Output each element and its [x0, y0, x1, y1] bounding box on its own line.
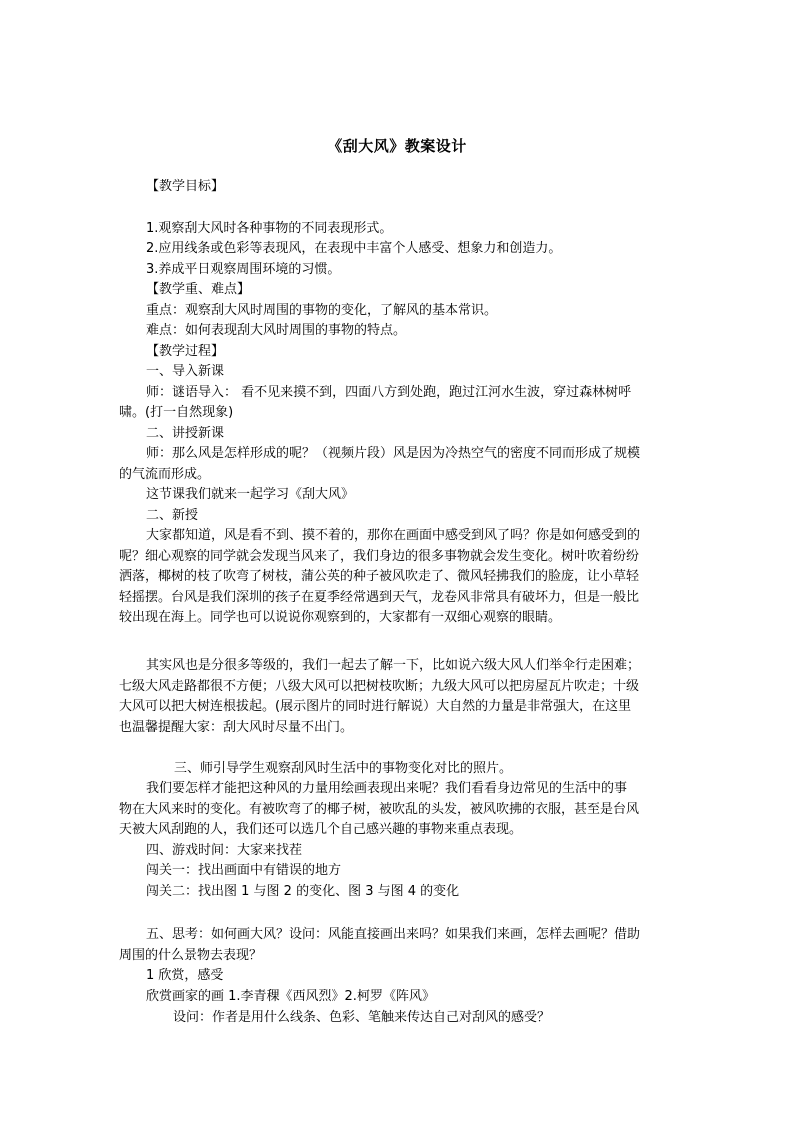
question-line: 设问：作者是用什么线条、色彩、笔触来传达自己对刮风的感受？ [173, 1010, 551, 1025]
objective-1: 1.观察刮大风时各种事物的不同表现形式。 [146, 221, 393, 236]
key-point: 重点：观察刮大风时周围的事物的变化，了解风的基本常识。 [146, 303, 498, 318]
paragraph-line: 其实风也是分很多等级的，我们一起去了解一下，比如说六级大风人们举伞行走困难； [146, 658, 641, 673]
paragraph-line: 洒落，椰树的枝了吹弯了树枝，蒲公英的种子被风吹走了、微风轻拂我们的脸庞，让小草轻 [119, 569, 640, 584]
section-heading-objectives: 【教学目标】 [146, 179, 225, 194]
paragraph-line: 天被大风刮跑的人，我们还可以选几个自己感兴趣的事物来重点表现。 [119, 822, 523, 837]
paragraph-line: 我们要怎样才能把这种风的力量用绘画表现出来呢？我们看看身边常见的生活中的事 [146, 781, 628, 796]
paragraph-line: 师：谜语导入： 看不见来摸不到，四面八方到处跑，跑过江河水生波，穿过森林树呼 [146, 385, 632, 400]
paragraph-line: 呢？细心观察的同学就会发现当风来了，我们身边的很多事物就会发生变化。树叶吹着纷纷 [119, 549, 640, 564]
paragraph-line: 师：那么风是怎样形成的呢？（视频片段）风是因为冷热空气的密度不同而形成了规模 [146, 446, 641, 461]
paragraph-line: 啸。(打一自然现象) [119, 405, 234, 420]
paragraph-line: 这节课我们就来一起学习《刮大风》 [146, 487, 355, 502]
document-title: 《刮大风》教案设计 [327, 137, 467, 155]
step-heading-game: 四、游戏时间：大家来找茬 [146, 843, 303, 858]
appreciate-heading: 1 欣赏，感受 [146, 968, 224, 983]
section-heading-key-points: 【教学重、难点】 [146, 282, 251, 297]
section-heading-process: 【教学过程】 [146, 344, 225, 359]
paragraph-line: 较出现在海上。同学也可以说说你观察到的，大家都有一双细心观察的眼睛。 [119, 610, 562, 625]
paragraph-line: 周围的什么景物去表现？ [119, 948, 263, 963]
paragraph-line: 七级大风走路都很不方便；八级大风可以把树枝吹断；九级大风可以把房屋瓦片吹走；十级 [119, 679, 640, 694]
paragraph-line: 轻摇摆。台风是我们深圳的孩子在夏季经常遇到天气，龙卷风非常具有破坏力，但是一般比 [119, 590, 640, 605]
game-level-1: 闯关一：找出画面中有错误的地方 [146, 863, 342, 878]
step-heading-teach: 二、讲授新课 [146, 426, 225, 441]
step-heading-think: 五、思考：如何画大风？设问：风能直接画出来吗？如果我们来画，怎样去画呢？借助 [146, 927, 641, 942]
objective-2: 2.应用线条或色彩等表现风，在表现中丰富个人感受、想象力和创造力。 [146, 241, 562, 256]
paintings-line: 欣赏画家的画 1.李青稞《西风烈》2.柯罗《阵风》 [146, 989, 435, 1004]
difficult-point: 难点：如何表现刮大风时周围的事物的特点。 [146, 323, 407, 338]
paragraph-line: 大家都知道，风是看不到、摸不着的，那你在画面中感受到风了吗？你是如何感受到的 [146, 528, 641, 543]
game-level-2: 闯关二：找出图 1 与图 2 的变化、图 3 与图 4 的变化 [146, 884, 460, 899]
paragraph-line: 大风可以把大树连根拔起。(展示图片的同时进行解说）大自然的力量是非常强大，在这里 [119, 699, 632, 714]
paragraph-line: 的气流而形成。 [119, 467, 211, 482]
step-heading-intro: 一、导入新课 [146, 364, 225, 379]
paragraph-line: 也温馨提醒大家：刮大风时尽量不出门。 [119, 720, 354, 735]
step-heading-observe: 三、师引导学生观察刮风时生活中的事物变化对比的照片。 [174, 761, 513, 776]
objective-3: 3.养成平日观察周围环境的习惯。 [146, 262, 341, 277]
step-heading-new: 二、新授 [146, 508, 199, 523]
paragraph-line: 物在大风来时的变化。有被吹弯了的椰子树，被吹乱的头发，被风吹拂的衣服，甚至是台风 [119, 802, 640, 817]
